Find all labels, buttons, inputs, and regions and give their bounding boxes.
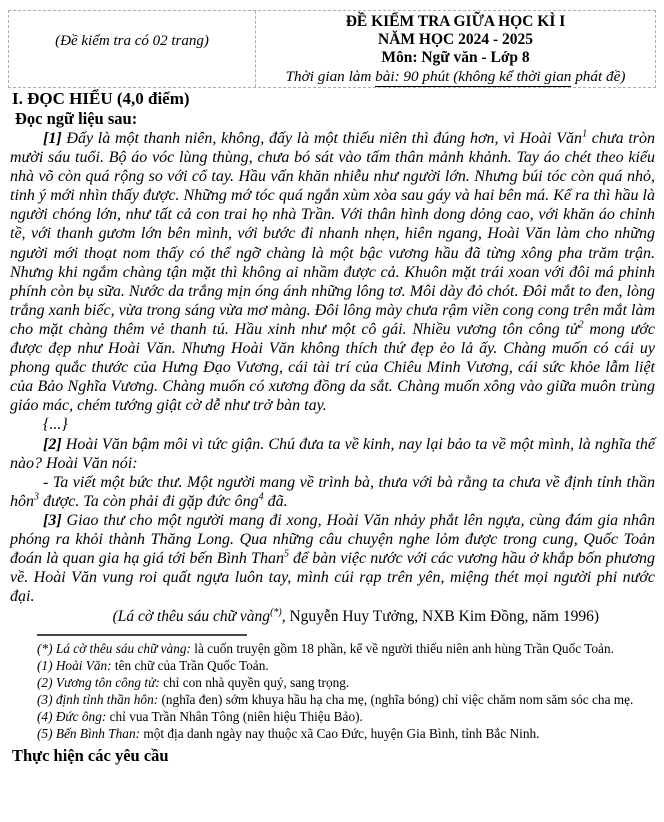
text-run: chưa tròn mười sáu tuổi. Bộ áo vóc lùng thùng, chưa bó sát vào tấm thân mảnh khảnh. Tay áo chét theo kiểu nhà võ còn quá rộng so với cổ tay. Hầu vấn khăn nhiễu như người lớn. Nhưng búi tóc còn quá nhỏ, tinh ý mới nhìn thấy được. Những mớ tóc quá ngắn xùm xòa sau gáy và hai bên má. Kể ra thì hầu là người chóng lớn, như tất cả con trai họ nhà Trần. Với thân hình dong dỏng cao, với khăn áo chỉnh tề, với thanh gươm lớn bên mình, với bước đi nhanh nhẹn, hiên ngang, Hoài Văn làm cho những người mới thoạt nom thấy có thể ngỡ chàng là một bậc vương hầu đã từng xông pha trăm trận. Nhưng khi ngắm chàng tận mặt thì không ai nhầm được cả. Khuôn mặt trái xoan với đôi má phinh phính còn bụ sữa. Nước da trắng mịn óng ánh những lông tơ. Môi dày đỏ chót. Đôi mắt to đen, lòng trắng xanh biếc, vừa trong sáng vừa mơ màng. Đôi lông mày chưa rậm viền cong cong trên mắt làm cho mặt chàng thêm vẻ thanh tú. Hầu xinh như một cô gái. Nhiều vương tôn công tử — [10, 130, 656, 338]
footnote-3 — [28, 692, 655, 709]
paragraph-2 — [10, 435, 655, 473]
time-limit-line — [256, 68, 655, 86]
footnote-5 — [10, 726, 655, 743]
text-run: , Nguyễn Huy Tưởng, NXB Kim Đồng, năm 1996) — [281, 608, 599, 626]
text-run: 1 — [582, 128, 588, 140]
paragraph-1 — [10, 129, 655, 415]
text-run: (*) Lá cờ thêu sáu chữ vàng: — [37, 641, 191, 657]
exam-title: ĐỀ KIỂM TRA GIỮA HỌC KÌ I — [345, 13, 566, 30]
text-run: (Lá cờ thêu sáu chữ vàng — [112, 608, 271, 626]
section-heading — [12, 89, 655, 109]
text-run: (3) định tỉnh thần hôn: — [37, 692, 159, 708]
text-run: chỉ vua Trần Nhân Tông (niên hiệu Thiệu Bảo). — [106, 708, 363, 724]
text-run: (*) — [270, 607, 282, 619]
text-run: (5) Bến Bình Than: — [37, 725, 141, 741]
text-run: một địa danh ngày nay thuộc xã Cao Đức, huyện Gia Bình, tỉnh Bắc Ninh. — [140, 725, 540, 741]
dialogue-line — [10, 473, 655, 511]
text-run: để bàn việc nước với các vương hầu ở khắp bốn phương về. Hoài Văn vung roi quất ngựa luôn tay, mình cúi rạp trên yên, miệng thét mọi người phi nước đại. — [10, 550, 656, 606]
time-limit-prefix: Thời gian làm — [285, 68, 376, 85]
text-run: tên chữ của Trần Quốc Toản. — [111, 658, 269, 674]
text-run: là cuốn truyện gồm 18 phần, kể về người thiếu niên anh hùng Trần Quốc Toản. — [190, 641, 614, 657]
ellipsis-line — [10, 415, 655, 434]
text-run: 5 — [283, 548, 289, 560]
page-count-note: (Đề kiểm tra có 02 trang) — [55, 32, 209, 49]
text-run: 3 — [34, 491, 39, 503]
school-year: NĂM HỌC 2024 - 2025 — [378, 31, 533, 48]
footnote-separator — [37, 634, 247, 636]
text-run: (2) Vương tôn công tử: — [37, 675, 160, 691]
header-right-cell — [256, 11, 655, 87]
text-run: 2 — [578, 319, 584, 331]
text-run: Đấy là một thanh niên, không, đấy là một thiếu niên thì đúng hơn, vì Hoài Văn — [66, 130, 583, 147]
text-run: [1] — [43, 130, 67, 147]
source-citation — [10, 607, 655, 626]
footnote-4 — [10, 709, 655, 726]
time-limit-underlined: bài: 90 phút (không kể thời gian — [375, 68, 572, 85]
exam-header-table — [8, 10, 656, 88]
text-run: Giao thư cho một người mang đi xong, Hoài Văn nhảy phắt lên ngựa, cùng đám gia nhân phóng ra khỏi thành Thăng Long. Qua những câu chuyện nghe lỏm được trong cung, Quốc Toản đoán là quan gia hạ giá tới bến Bình Than — [10, 511, 656, 568]
text-run: Đọc ngữ liệu sau: — [15, 109, 138, 128]
reading-instruction — [15, 109, 655, 129]
text-run: đã. — [263, 492, 288, 510]
footnote-2 — [10, 675, 655, 692]
text-run: 4 — [258, 491, 264, 503]
text-run: chỉ con nhà quyền quý, sang trọng. — [159, 675, 350, 691]
text-run: [2] — [43, 435, 66, 453]
text-run: [3] — [43, 511, 67, 529]
cutoff-next-heading — [12, 746, 655, 765]
text-run: Hoài Văn bậm môi vì tức giận. Chú đưa ta về kinh, nay lại bảo ta về một mình, là nghĩa thế nào? Hoài Văn nói: — [10, 435, 656, 472]
text-run: (4) Đức ông: — [37, 708, 107, 724]
text-run: I. ĐỌC HIỂU (4,0 điểm) — [12, 89, 190, 108]
document-blocks — [10, 89, 655, 765]
text-run: (nghĩa đen) sớm khuya hầu hạ cha mẹ, (nghĩa bóng) chỉ việc chăm nom săm sóc cha mẹ. — [158, 692, 634, 708]
text-run: {...} — [43, 416, 68, 434]
text-run: (1) Hoài Văn: — [37, 658, 112, 674]
header-left-cell — [9, 11, 256, 87]
text-run: mong ước được đẹp như Hoài Văn. Nhưng Hoài Văn không thích thứ đẹp ẻo lả ấy. Chàng muốn có cái uy phong quắc thước của Hưng Đạo Vương, cái tài trí của Chiêu Minh Vương, cái sức khỏe lẫm liệt của Bảo Nghĩa Vương. Chàng muốn có xương đồng da sắt. Chàng muốn xông vào giữa muôn trùng giáo mác, chém tướng giật cờ dễ như trở bàn tay. — [10, 320, 656, 415]
time-limit-suffix: phát đề) — [571, 68, 626, 85]
footnote-1 — [10, 658, 655, 675]
paragraph-3 — [10, 511, 655, 606]
subject-grade: Môn: Ngữ văn - Lớp 8 — [381, 49, 530, 66]
text-run: Thực hiện các yêu cầu — [12, 745, 169, 765]
footnote-star — [10, 641, 655, 658]
text-run: được. Ta còn phải đi gặp đức ông — [39, 492, 259, 510]
text-run: - Ta viết một bức thư. Một người mang về trình bà, thưa với bà rằng ta chưa về định tỉnh thần hôn — [10, 473, 655, 510]
